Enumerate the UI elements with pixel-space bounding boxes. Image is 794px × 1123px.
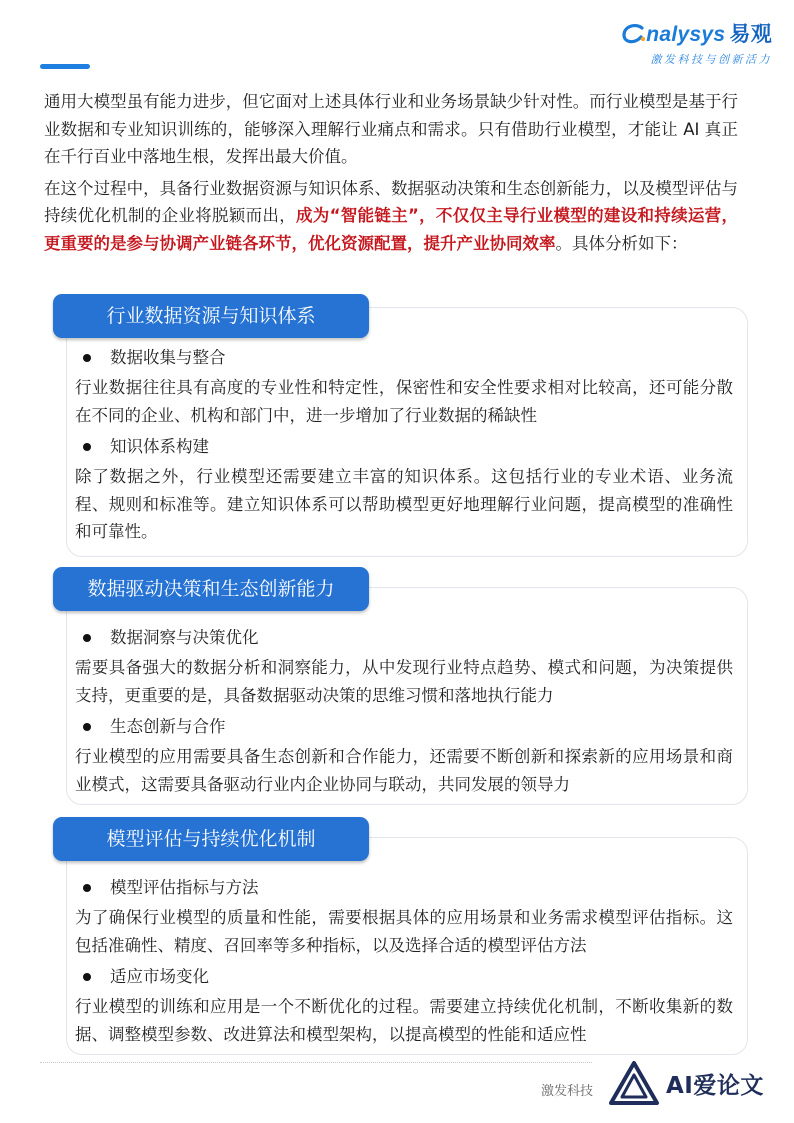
intro-paragraph-1: 通用大模型虽有能力进步，但它面对上述具体行业和业务场景缺少针对性。而行业模型是基于行业数据和专业知识训练的，能够深入理解行业痛点和需求。只有借助行业模型，才能让 AI 真正在千行百业中落地生根，发挥出最大价值。 [44, 92, 738, 166]
bullet-heading: 数据洞察与决策优化 [110, 628, 259, 647]
intro-p2-text: 在这个过程中，具备行业数据资源与知识体系、数据驱动决策和生态创新能力，以及模型评估与持续优化机制的企业将脱颖而出， [44, 178, 738, 225]
logo-swoosh-icon [622, 24, 646, 44]
bullet-dot-icon [83, 354, 91, 362]
section-title-3: 模型评估与持续优化机制 [53, 817, 369, 861]
logo-wordmark [622, 18, 772, 48]
watermark-logo-icon [608, 1060, 660, 1106]
bullet-text: 行业数据往往具有高度的专业性和特定性，保密性和安全性要求相对比较高，还可能分散在不同的企业、机构和部门中，进一步增加了行业数据的稀缺性 [75, 378, 733, 425]
intro-paragraph-2 [44, 175, 738, 258]
footer-text: 激发科技 [541, 1084, 594, 1099]
section-title-1: 行业数据资源与知识体系 [53, 294, 369, 338]
bullet-item [79, 713, 733, 741]
footer-divider [40, 1062, 592, 1063]
bullet-dot-icon [83, 634, 91, 642]
logo-chinese: 易观 [729, 23, 772, 46]
bullet-heading: 模型评估指标与方法 [110, 878, 259, 897]
bullet-heading: 适应市场变化 [110, 967, 209, 986]
bullet-item [79, 874, 733, 902]
bullet-dot-icon [83, 723, 91, 731]
bullet-item [79, 433, 733, 461]
bullet-item [79, 344, 733, 372]
bullet-dot-icon [83, 443, 91, 451]
bullet-dot-icon [83, 973, 91, 981]
bullet-item [79, 963, 733, 991]
bullet-heading: 数据收集与整合 [110, 348, 226, 367]
intro-block [44, 88, 738, 257]
bullet-text: 需要具备强大的数据分析和洞察能力，从中发现行业特点趋势、模式和问题，为决策提供支持，更重要的是，具备数据驱动决策的思维习惯和落地执行能力 [75, 658, 733, 705]
watermark [608, 1060, 764, 1106]
section-box-2 [66, 587, 748, 805]
section-box-3 [66, 837, 748, 1055]
bullet-heading: 生态创新与合作 [110, 717, 226, 736]
bullet-text: 行业模型的训练和应用是一个不断优化的过程。需要建立持续优化机制，不断收集新的数据、调整模型参数、改进算法和模型架构，以提高模型的性能和适应性 [75, 997, 733, 1044]
logo-slogan: 激发科技与创新活力 [650, 53, 772, 66]
logo-text: nalysys [646, 23, 726, 46]
bullet-dot-icon [83, 884, 91, 892]
intro-p2-highlight: 成为“智能链主”，不仅仅主导行业模型的建设和持续运营，更重要的是参与协调产业链各环节，优化资源配置，提升产业协同效率 [44, 206, 738, 253]
bullet-item [79, 624, 733, 652]
watermark-text: AI爱论文 [666, 1072, 764, 1099]
section-box-1 [66, 307, 748, 557]
bullet-text: 为了确保行业模型的质量和性能，需要根据具体的应用场景和业务需求模型评估指标。这包括准确性、精度、召回率等多种指标，以及选择合适的模型评估方法 [75, 908, 733, 955]
bullet-text: 行业模型的应用需要具备生态创新和合作能力，还需要不断创新和探索新的应用场景和商业模式，这需要具备驱动行业内企业协同与联动，共同发展的领导力 [75, 747, 733, 794]
intro-p2-tail: 。具体分析如下： [555, 233, 688, 253]
bullet-text: 除了数据之外，行业模型还需要建立丰富的知识体系。这包括行业的专业术语、业务流程、规则和标准等。建立知识体系可以帮助模型更好地理解行业问题，提高模型的准确性和可靠性。 [75, 467, 733, 541]
brand-logo [622, 18, 772, 67]
top-accent-bar [40, 64, 90, 69]
section-title-2: 数据驱动决策和生态创新能力 [53, 567, 369, 611]
bullet-heading: 知识体系构建 [110, 437, 209, 456]
